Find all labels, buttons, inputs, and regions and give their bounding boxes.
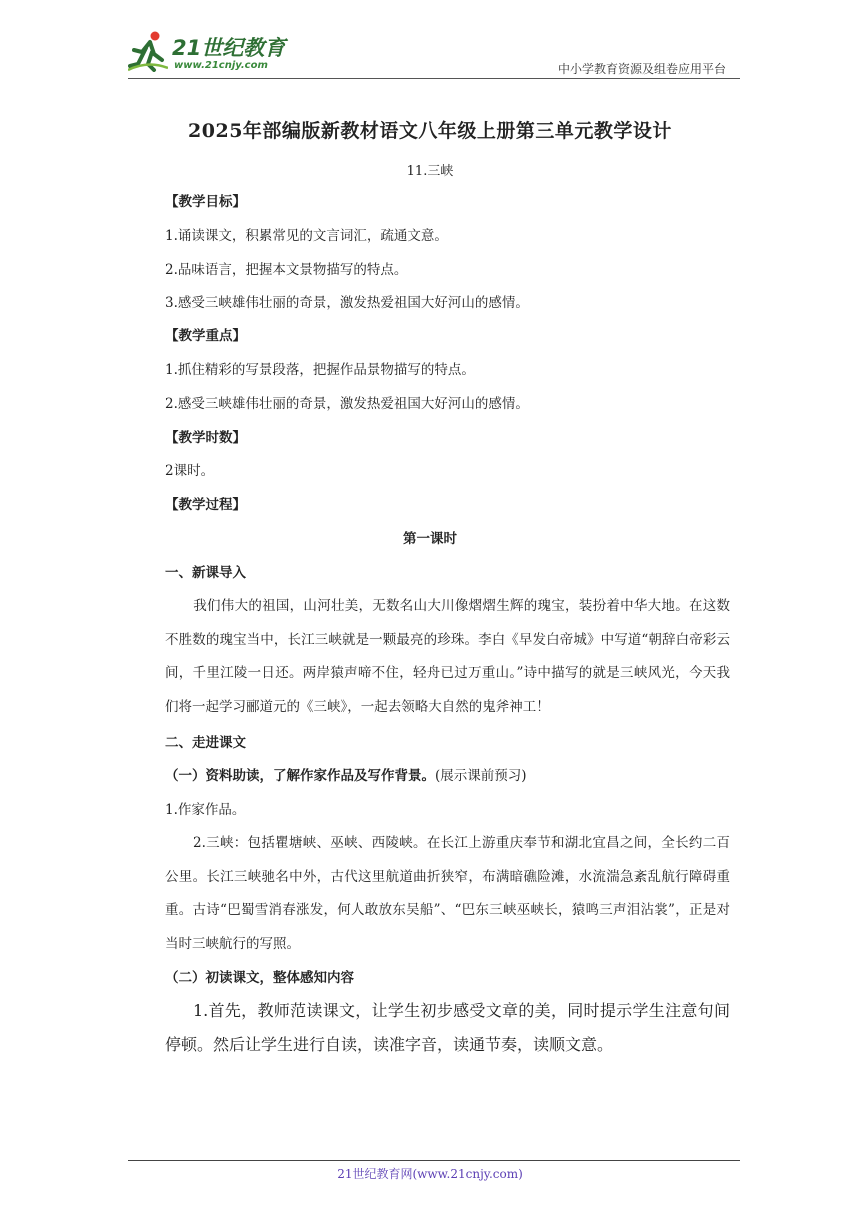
logo-text: 21世纪教育 <box>172 36 286 60</box>
section-two-heading: 二、走进课文 <box>165 735 246 751</box>
lesson-one-heading: 第一课时 <box>403 531 457 547</box>
sub-one-line <box>165 766 527 786</box>
site-logo <box>128 30 328 76</box>
sub-one-heading: （一）资料助读，了解作家作品及写作背景。 <box>165 768 435 784</box>
process-heading: 【教学过程】 <box>165 497 246 513</box>
first-read-text: 1.首先，教师范读课文，让学生初步感受文章的美，同时提示学生注意句间停顿。然后让学生进行自读，读准字音，读通节奏，读顺文意。 <box>165 1001 730 1054</box>
header-divider <box>128 78 740 79</box>
lesson-subtitle: 11.三峡 <box>406 164 454 179</box>
platform-name: 中小学教育资源及组卷应用平台 <box>557 62 726 76</box>
three-gorges-text: 2.三峡：包括瞿塘峡、巫峡、西陵峡。在长江上游重庆奉节和湖北宜昌之间，全长约二百公里。长江三峡驰名中外，古代这里航道曲折狭窄，布满暗礁险滩，水流湍急紊乱航行障碍重重。古诗“巴蜀雪消春涨发，何人敢放东吴船”、“巴东三峡巫峡长，猿鸣三声泪沾裳”，正是对当时三峡航行的写照。 <box>165 835 730 952</box>
key-point-item: 2.感受三峡雄伟壮丽的奇景，激发热爱祖国大好河山的感情。 <box>165 396 529 412</box>
page-header <box>128 26 740 78</box>
logo-url: www.21cnjy.com <box>174 60 268 71</box>
goal-item: 2.品味语言，把握本文景物描写的特点。 <box>165 262 408 278</box>
item-author: 1.作家作品。 <box>165 802 246 818</box>
footer-link[interactable]: 21世纪教育网(www.21cnjy.com) <box>337 1167 523 1181</box>
section-one-text: 我们伟大的祖国，山河壮美，无数名山大川像熠熠生辉的瑰宝，装扮着中华大地。在这数不胜数的瑰宝当中，长江三峡就是一颗最亮的珍珠。李白《早发白帝城》中写道“朝辞白帝彩云间，千里江陵一日还。两岸猿声啼不住，轻舟已过万重山。”诗中描写的就是三峡风光，今天我们将一起学习郦道元的《三峡》，一起去领略大自然的鬼斧神工！ <box>165 598 730 715</box>
footer-divider <box>128 1160 740 1161</box>
goal-item: 1.诵读课文，积累常见的文言词汇，疏通文意。 <box>165 228 448 244</box>
hours-value: 2课时。 <box>165 463 215 479</box>
three-gorges-paragraph <box>165 827 730 961</box>
sub-one-note: (展示课前预习) <box>435 768 527 784</box>
key-point-item: 1.抓住精彩的写景段落，把握作品景物描写的特点。 <box>165 362 475 378</box>
hours-heading: 【教学时数】 <box>165 430 246 446</box>
goal-item: 3.感受三峡雄伟壮丽的奇景，激发热爱祖国大好河山的感情。 <box>165 295 529 311</box>
key-heading: 【教学重点】 <box>165 328 246 344</box>
goals-heading: 【教学目标】 <box>165 194 246 210</box>
first-read-paragraph <box>165 994 730 1062</box>
sub-two-heading: （二）初读课文，整体感知内容 <box>165 970 354 986</box>
section-one-paragraph <box>165 590 730 724</box>
runner-logo-icon <box>128 30 168 72</box>
document-title: 2025年部编版新教材语文八年级上册第三单元教学设计 <box>188 120 672 142</box>
section-one-heading: 一、新课导入 <box>165 565 246 581</box>
